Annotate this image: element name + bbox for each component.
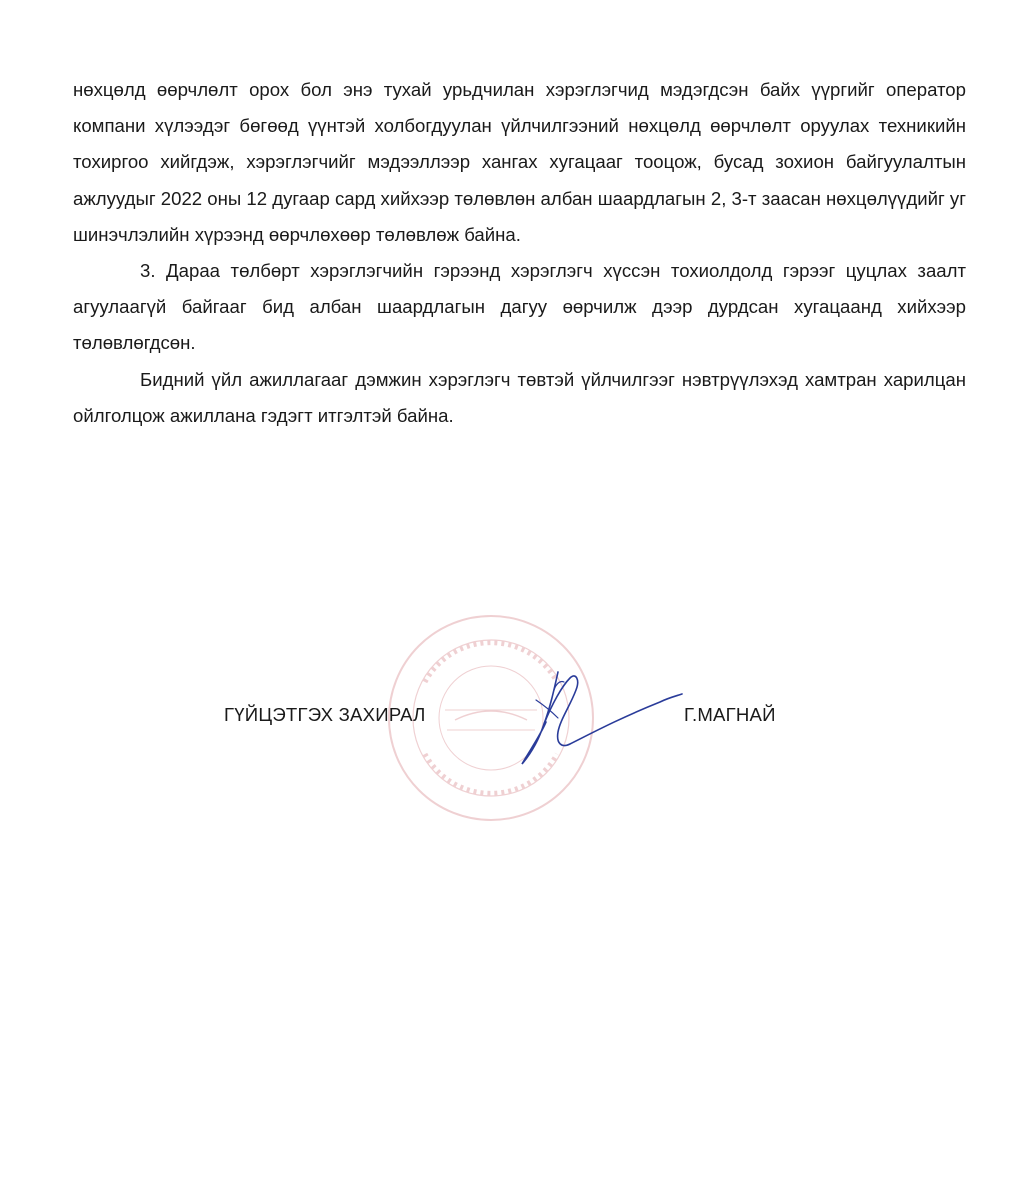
paragraph-continuation: нөхцөлд өөрчлөлт орох бол энэ тухай урьдчилан хэрэглэгчид мэдэгдсэн байх үүргийг оператор компани хүлээдэг бөгөөд үүнтэй холбогдуулан үйлчилгээний нөхцөлд өөрчлөлт оруулах техникийн тохиргоо хийгдэж, хэрэглэгчийг мэдээллээр хангах хугацааг тооцож, бусад зохион байгуулалтын ажлуудыг 2022 оны 12 дугаар сард хийхээр төлөвлөн албан шаардлагын 2, 3-т заасан нөхцөлүүдийг уг шинэчлэлийн хүрээнд өөрчлөхөөр төлөвлөж байна.: [73, 79, 967, 245]
paragraph-item-3: 3. Дараа төлбөрт хэрэглэгчийн гэрээнд хэрэглэгч хүссэн тохиолдолд гэрээг цуцлах заалт агуулаагүй байгааг бид албан шаардлагын дагуу өөрчилж дээр дурдсан хугацаанд хийхээр төлөвлөгдсөн.: [73, 260, 966, 354]
handwritten-signature-icon: [500, 660, 690, 780]
signatory-name: Г.МАГНАЙ: [684, 704, 776, 725]
signatory-title: ГҮЙЦЭТГЭХ ЗАХИРАЛ: [224, 704, 426, 725]
paragraph-closing: Бидний үйл ажиллагааг дэмжин хэрэглэгч төвтэй үйлчилгээг нэвтрүүлэхэд хамтран харилцан ойлголцож ажиллана гэдэгт итгэлтэй байна.: [73, 368, 966, 426]
